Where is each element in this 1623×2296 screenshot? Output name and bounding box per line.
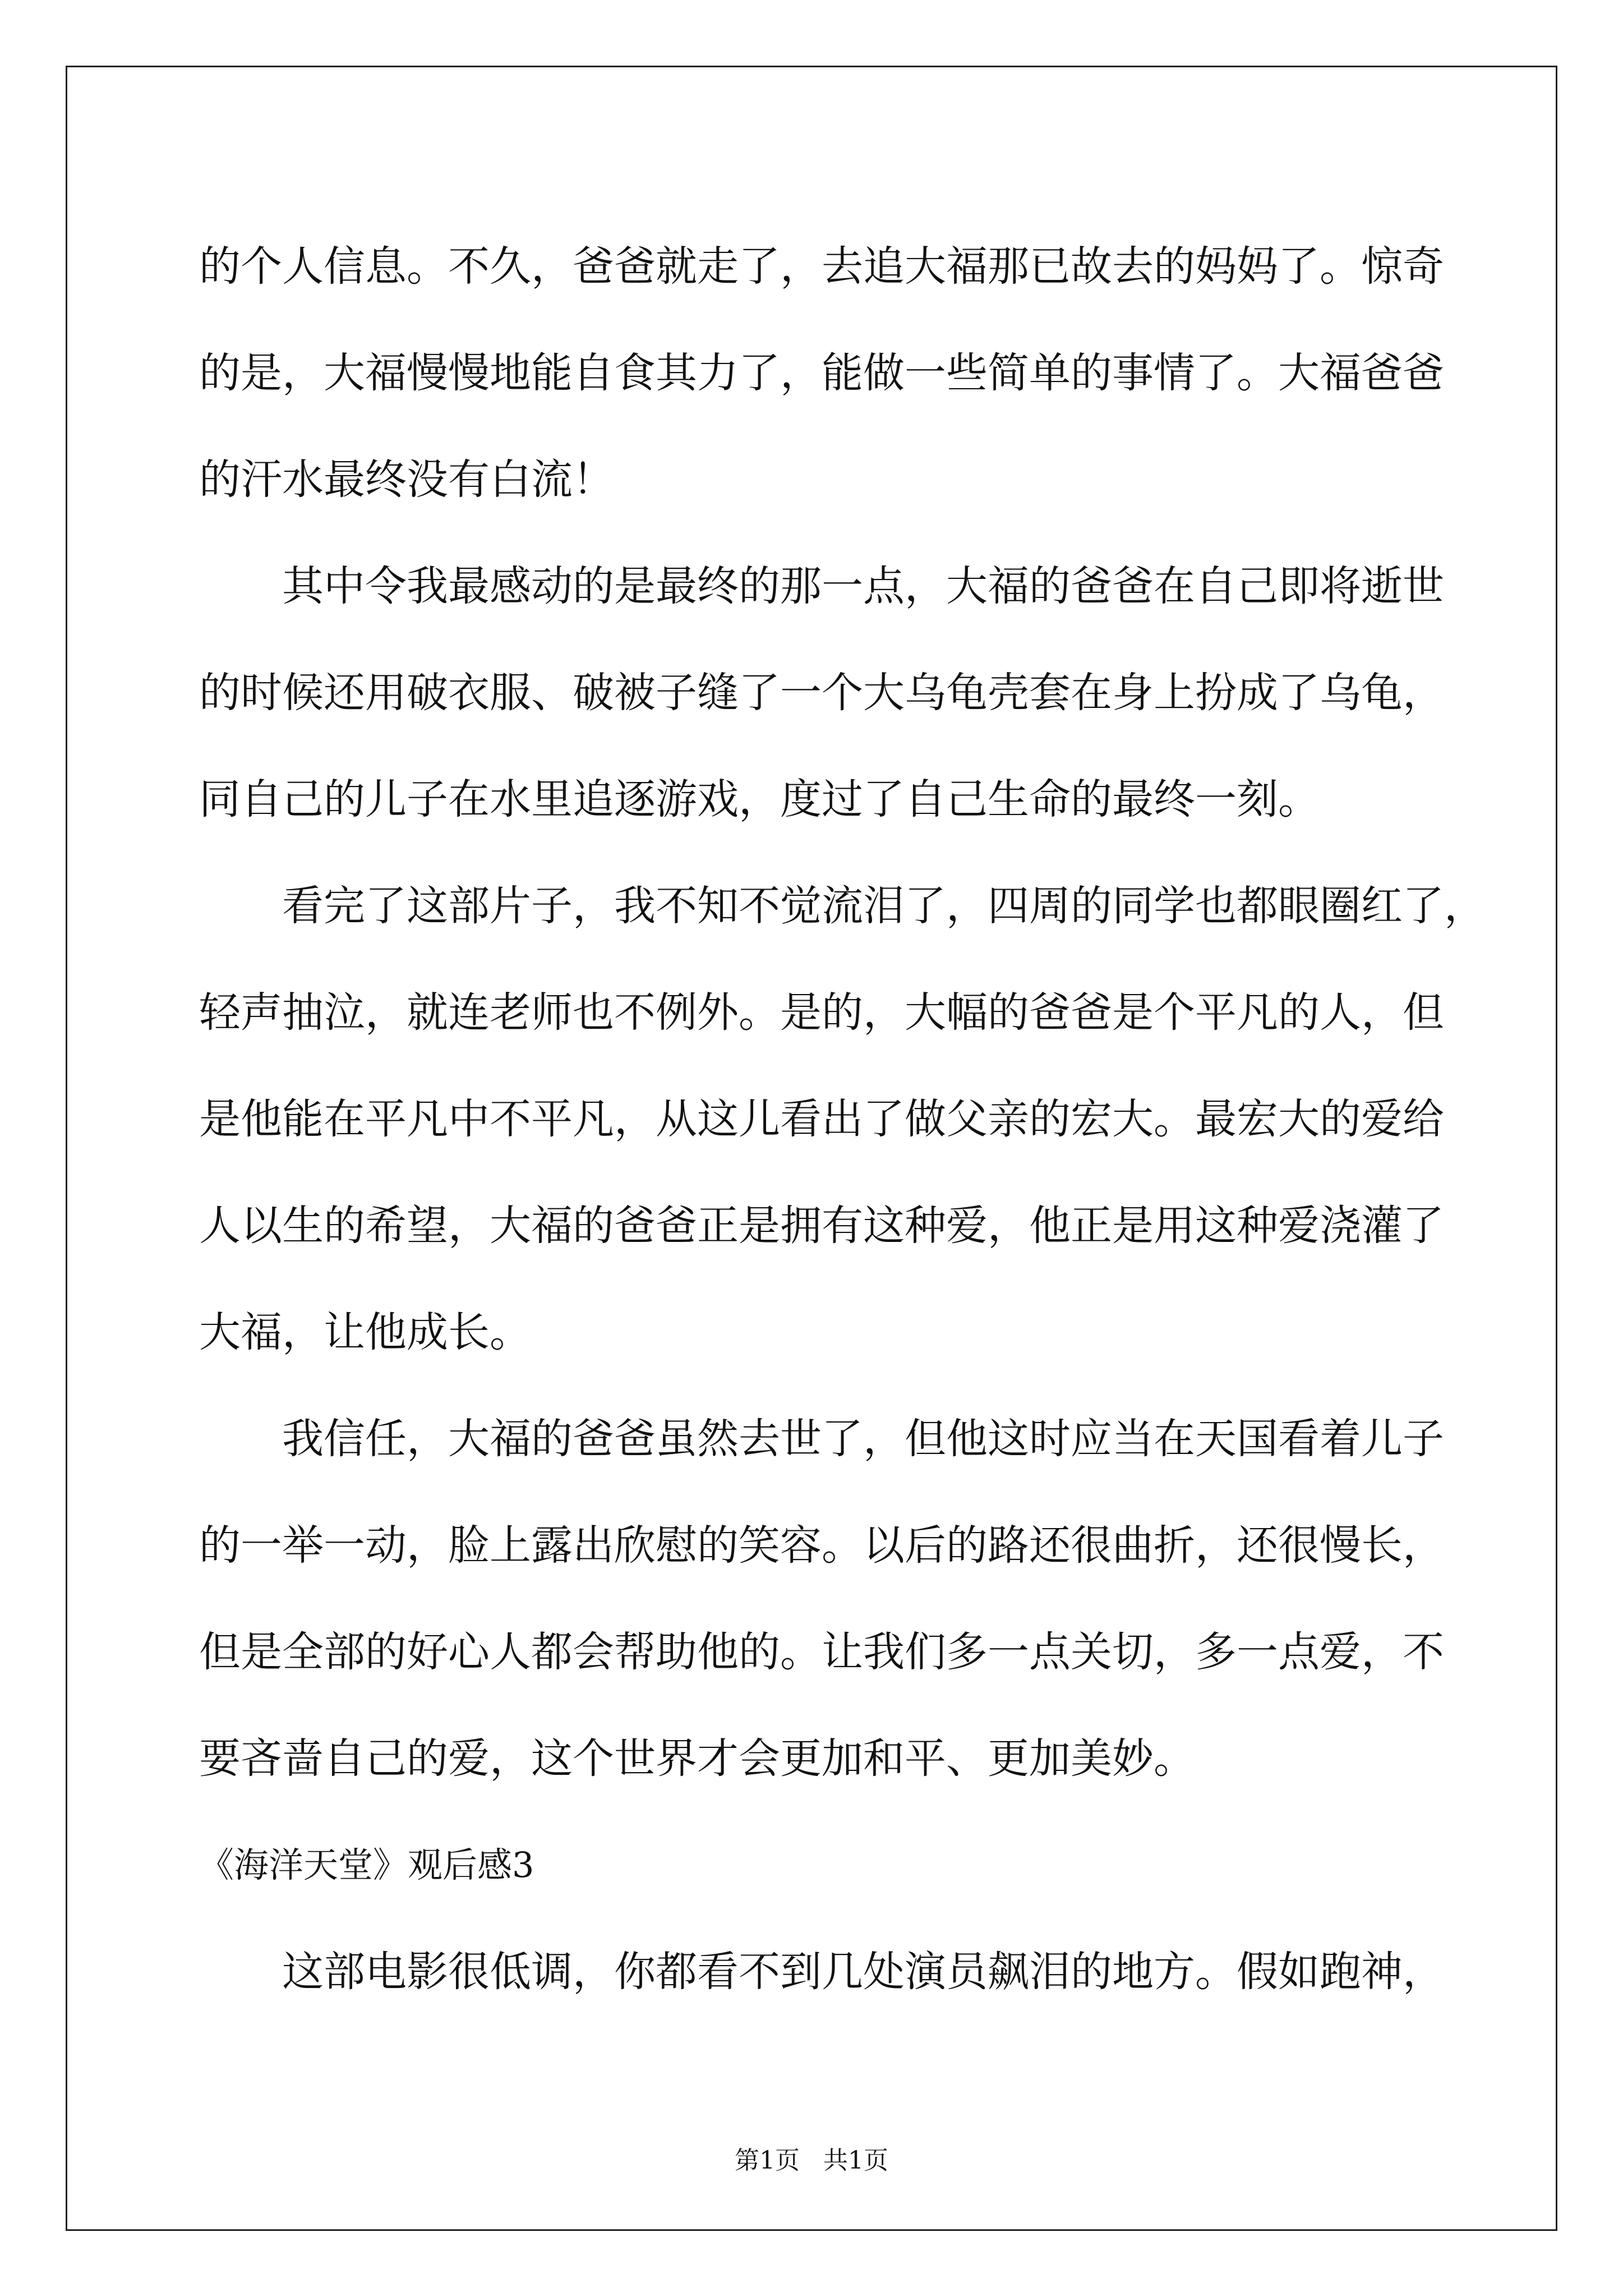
text-line: 要吝啬自己的爱，这个世界才会更加和平、更加美妙。: [199, 1734, 1195, 1783]
text-line: 的一举一动，脸上露出欣慰的笑容。以后的路还很曲折，还很慢长，: [199, 1521, 1444, 1570]
paragraph-start-line: 我信任，大福的爸爸虽然去世了，但他这时应当在天国看着儿子: [282, 1415, 1444, 1463]
text-line: 人以生的希望，大福的爸爸正是拥有这种爱，他正是用这种爱浇灌了: [199, 1202, 1444, 1250]
text-line: 的个人信息。不久，爸爸就走了，去追大福那已故去的妈妈了。惊奇: [199, 242, 1444, 291]
text-line: 的是，大福慢慢地能自食其力了，能做一些简单的事情了。大福爸爸: [199, 349, 1444, 397]
text-line: 轻声抽泣，就连老师也不例外。是的，大幅的爸爸是个平凡的人，但: [199, 988, 1444, 1037]
section-heading: 《海洋天堂》观后感3: [199, 1844, 534, 1885]
paragraph-start-line: 看完了这部片子，我不知不觉流泪了，四周的同学也都眼圈红了，: [282, 882, 1486, 930]
text-line: 大福，让他成长。: [199, 1308, 531, 1356]
document-body: [199, 213, 1486, 2025]
text-line: 同自己的儿子在水里追逐游戏，度过了自己生命的最终一刻。: [199, 775, 1320, 823]
text-line: 但是全部的好心人都会帮助他的。让我们多一点关切，多一点爱，不: [199, 1628, 1444, 1676]
paragraph-start-line: 其中令我最感动的是最终的那一点，大福的爸爸在自己即将逝世: [282, 562, 1444, 610]
page-footer: 第1页 共1页: [735, 2146, 888, 2175]
paragraph-start-line: 这部电影很低调，你都看不到几处演员飙泪的地方。假如跑神，: [282, 1948, 1444, 1996]
text-line: 是他能在平凡中不平凡，从这儿看出了做父亲的宏大。最宏大的爱给: [199, 1095, 1444, 1143]
text-line: 的时候还用破衣服、破被子缝了一个大乌龟壳套在身上扮成了乌龟，: [199, 669, 1444, 717]
text-line: 的汗水最终没有白流！: [199, 455, 614, 504]
